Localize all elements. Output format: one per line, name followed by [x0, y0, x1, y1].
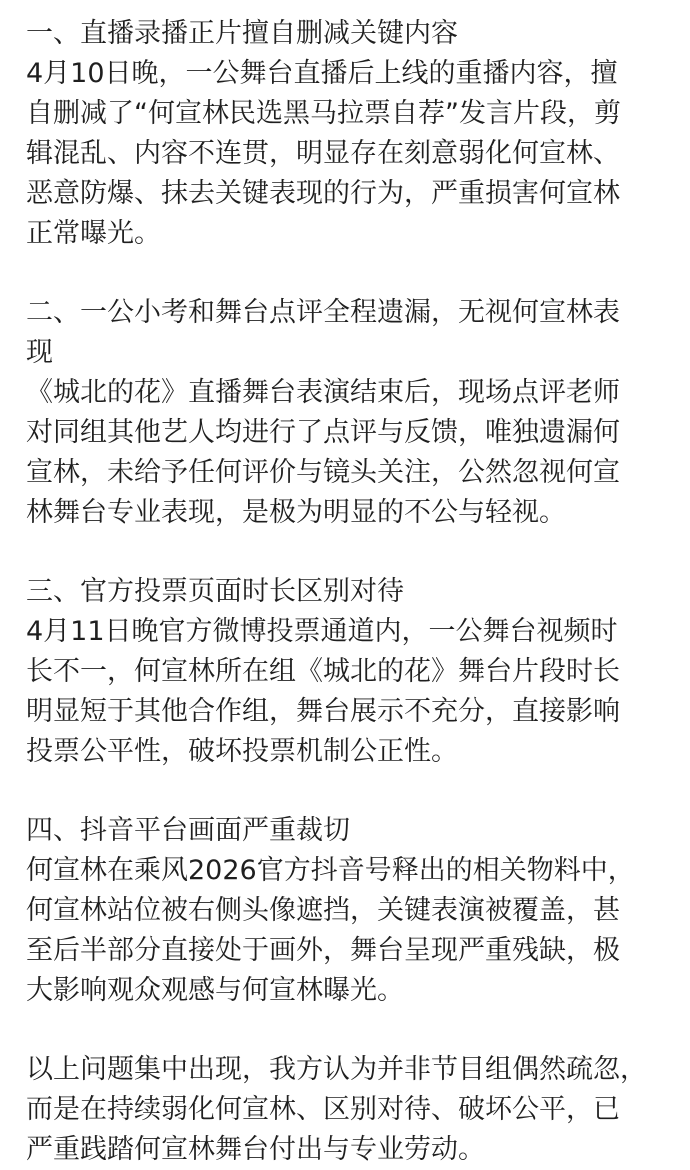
section-2 — [26, 293, 668, 533]
section-3 — [26, 572, 668, 772]
section-body: 何宣林在乘风2026官方抖音号释出的相关物料中， 何宣林站位被右侧头像遮挡，关键表演被覆盖，甚 至后半部分直接处于画外，舞台呈现严重残缺，极 大影响观众观感与何宣林曝光。 — [26, 855, 635, 1006]
section-body: 《城北的花》直播舞台表演结束后，现场点评老师 对同组其他艺人均进行了点评与反馈，唯独遗漏何 宣林，未给予任何评价与镜头关注，公然忽视何宣 林舞台专业表现，是极为明显的不公与轻视。 — [26, 377, 620, 528]
section-heading: 二、一公小考和舞台点评全程遗漏，无视何宣林表 现 — [26, 297, 620, 368]
section-heading: 三、官方投票页面时长区别对待 — [26, 576, 404, 607]
closing-paragraph: 以上问题集中出现，我方认为并非节目组偶然疏忽， 而是在持续弱化何宣林、区别对待、破坏公平，已 严重践踏何宣林舞台付出与专业劳动。 — [26, 1054, 647, 1165]
section-heading: 一、直播录播正片擅自删减关键内容 — [26, 18, 458, 49]
section-1 — [26, 14, 668, 254]
section-heading: 四、抖音平台画面严重裁切 — [26, 815, 350, 846]
section-body: 4月10日晚，一公舞台直播后上线的重播内容，擅 自删减了“何宣林民选黑马拉票自荐”发言片段，剪 辑混乱、内容不连贯，明显存在刻意弱化何宣林、 恶意防爆、抹去关键表现的行为，严重损害何宣林 正常曝光。 — [26, 58, 621, 249]
section-body: 4月11日晚官方微博投票通道内，一公舞台视频时 长不一，何宣林所在组《城北的花》舞台片段时长 明显短于其他合作组，舞台展示不充分，直接影响 投票公平性，破坏投票机制公正性。 — [26, 616, 620, 767]
section-4 — [26, 811, 668, 1011]
